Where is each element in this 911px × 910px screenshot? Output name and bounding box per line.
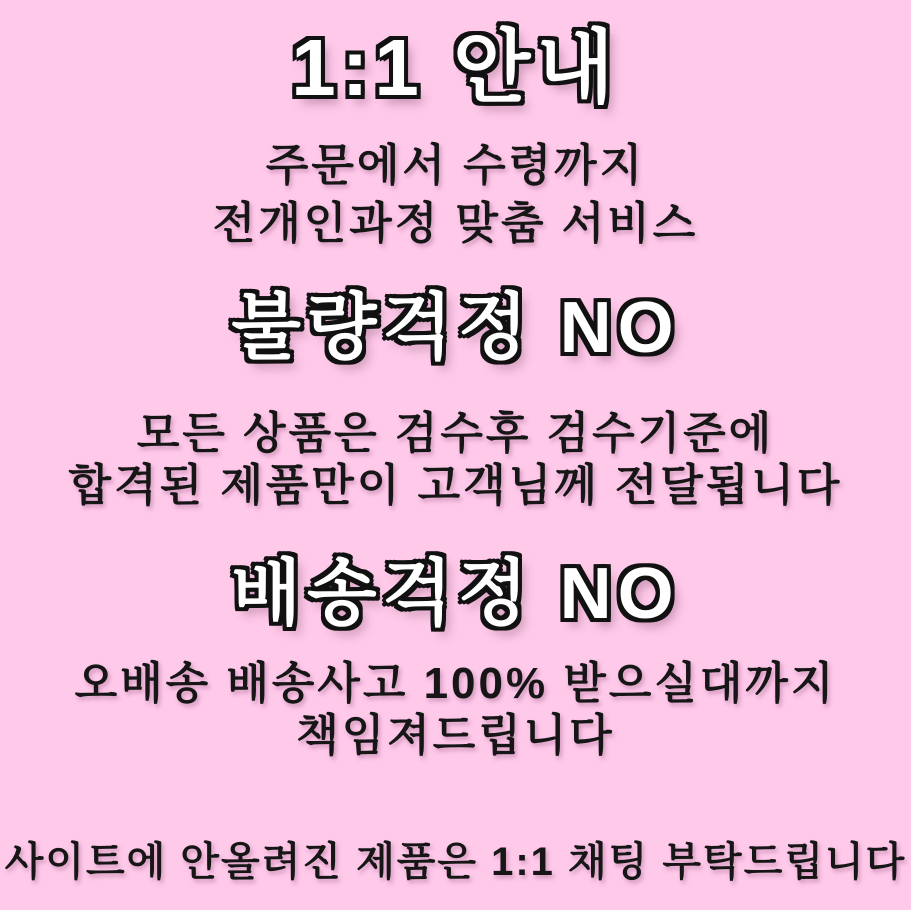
defect-body-line-1: 모든 상품은 검수후 검수기준에 — [136, 409, 775, 458]
shipping-body-line-2: 책임져드립니다 — [296, 711, 615, 760]
intro-line-2: 전개인과정 맞춤 서비스 — [212, 199, 699, 248]
intro-line-1: 주문에서 수령까지 — [265, 141, 646, 190]
shipping-body-line-1: 오배송 배송사고 100% 받으실대까지 — [74, 659, 837, 708]
defect-body-line-2: 합격된 제품만이 고객님께 전달됩니다 — [68, 461, 843, 510]
defect-section-heading: 불량걱정 NO — [231, 288, 680, 368]
footer-notice: 사이트에 안올려진 제품은 1:1 채팅 부탁드립니다 — [4, 840, 907, 884]
page-title: 1:1 안내 — [291, 23, 620, 112]
shipping-section-heading: 배송걱정 NO — [231, 554, 680, 634]
